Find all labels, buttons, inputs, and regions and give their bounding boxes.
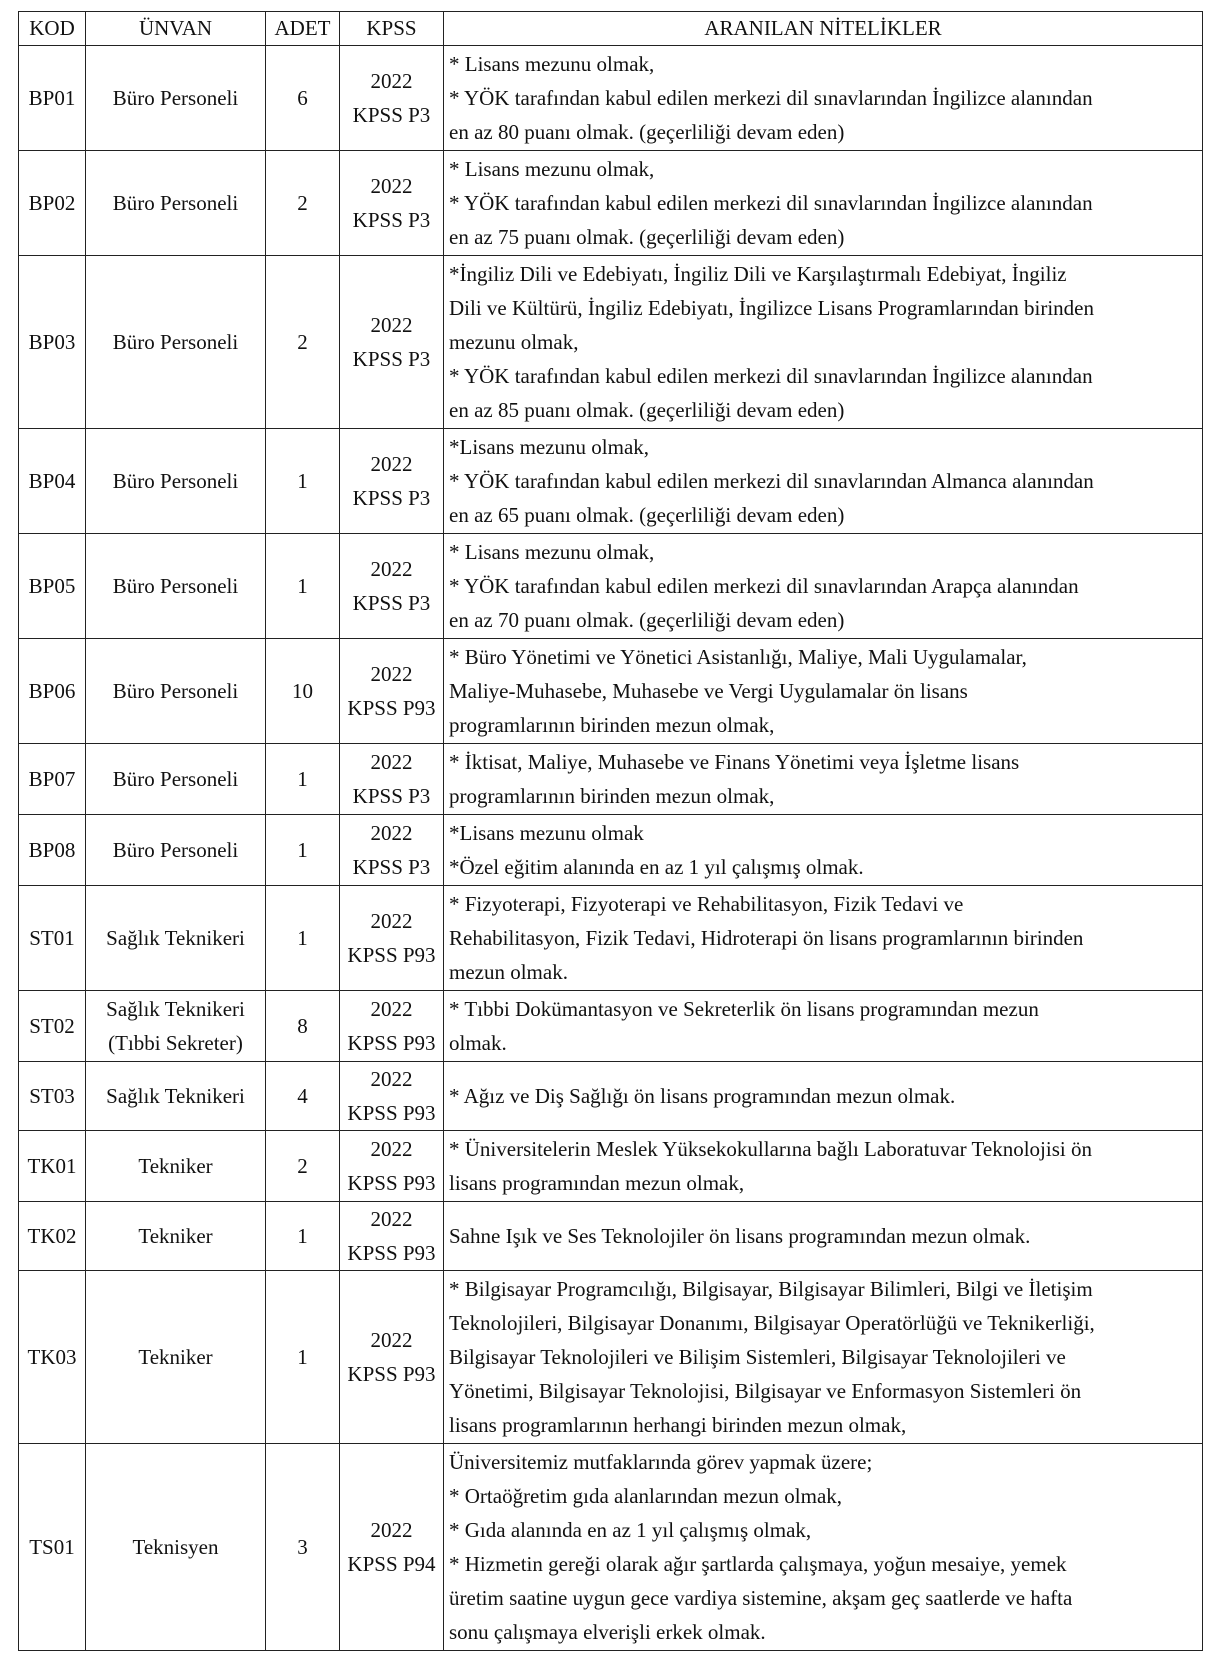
unvan-line: Tekniker <box>138 1154 213 1178</box>
header-kod: KOD <box>19 12 86 46</box>
table-row <box>19 1444 1203 1651</box>
kpss-line: 2022 <box>370 821 413 845</box>
kpss-line: 2022 <box>370 1328 413 1352</box>
table-body <box>19 46 1203 1651</box>
kpss-line: 2022 <box>370 313 413 337</box>
table-row <box>19 46 1203 151</box>
nitelik-line: lisans programından mezun olmak, <box>449 1171 745 1195</box>
cell-adet <box>266 1271 340 1444</box>
adet-text: 2 <box>297 1154 308 1178</box>
nitelik-line: * Tıbbi Dokümantasyon ve Sekreterlik ön lisans programından mezun <box>449 997 1039 1021</box>
cell-kod <box>19 1444 86 1651</box>
nitelik-line: en az 80 puanı olmak. (geçerliliği devam eden) <box>449 120 845 144</box>
cell-unvan <box>86 1062 266 1131</box>
cell-kod <box>19 815 86 886</box>
cell-kpss <box>340 815 444 886</box>
cell-unvan <box>86 429 266 534</box>
cell-unvan <box>86 639 266 744</box>
header-unvan: ÜNVAN <box>86 12 266 46</box>
cell-unvan <box>86 46 266 151</box>
unvan-line: Büro Personeli <box>112 330 239 354</box>
kpss-line: KPSS P3 <box>352 855 431 879</box>
cell-nitelikler <box>444 151 1203 256</box>
kpss-line: KPSS P3 <box>352 208 431 232</box>
cell-unvan <box>86 1271 266 1444</box>
kpss-line: 2022 <box>370 1518 413 1542</box>
adet-text: 10 <box>292 679 313 703</box>
table-row <box>19 744 1203 815</box>
kod-text: TK02 <box>27 1224 77 1248</box>
cell-adet <box>266 991 340 1062</box>
nitelik-line: * Gıda alanında en az 1 yıl çalışmış olmak, <box>449 1518 812 1542</box>
kpss-line: KPSS P3 <box>352 347 431 371</box>
kpss-line: KPSS P94 <box>347 1552 436 1576</box>
cell-kpss <box>340 1202 444 1271</box>
cell-unvan <box>86 744 266 815</box>
unvan-line: Büro Personeli <box>112 469 239 493</box>
nitelik-line: en az 85 puanı olmak. (geçerliliği devam eden) <box>449 398 845 422</box>
cell-kpss <box>340 991 444 1062</box>
nitelik-line: * Büro Yönetimi ve Yönetici Asistanlığı, Maliye, Mali Uygulamalar, <box>449 645 1027 669</box>
cell-nitelikler <box>444 744 1203 815</box>
unvan-line: Sağlık Teknikeri <box>106 926 245 950</box>
nitelik-line: Teknolojileri, Bilgisayar Donanımı, Bilgisayar Operatörlüğü ve Teknikerliği, <box>449 1311 1095 1335</box>
header-nitelikler: ARANILAN NİTELİKLER <box>444 12 1203 46</box>
cell-adet <box>266 1062 340 1131</box>
kpss-line: KPSS P93 <box>347 1171 436 1195</box>
table-row <box>19 151 1203 256</box>
table-row <box>19 1271 1203 1444</box>
cell-kpss <box>340 886 444 991</box>
kod-text: BP07 <box>28 767 76 791</box>
adet-text: 4 <box>297 1084 308 1108</box>
nitelik-line: olmak. <box>449 1031 507 1055</box>
unvan-line: Teknisyen <box>132 1535 219 1559</box>
kpss-line: KPSS P93 <box>347 1241 436 1265</box>
unvan-line: Büro Personeli <box>112 86 239 110</box>
kod-text: ST02 <box>29 1014 75 1038</box>
kpss-line: 2022 <box>370 997 413 1021</box>
nitelik-line: en az 65 puanı olmak. (geçerliliği devam eden) <box>449 503 845 527</box>
kpss-line: KPSS P93 <box>347 1362 436 1386</box>
kpss-line: 2022 <box>370 662 413 686</box>
nitelik-line: * Ortaöğretim gıda alanlarından mezun olmak, <box>449 1484 843 1508</box>
cell-kod <box>19 46 86 151</box>
kod-text: ST03 <box>29 1084 75 1108</box>
nitelik-line: * Fizyoterapi, Fizyoterapi ve Rehabilitasyon, Fizik Tedavi ve <box>449 892 964 916</box>
kod-text: TK03 <box>27 1345 77 1369</box>
cell-nitelikler <box>444 429 1203 534</box>
kod-text: BP02 <box>28 191 76 215</box>
nitelik-line: mezun olmak. <box>449 960 568 984</box>
table-row <box>19 1202 1203 1271</box>
nitelik-line: * Hizmetin gereği olarak ağır şartlarda çalışmaya, yoğun mesaiye, yemek <box>449 1552 1067 1576</box>
nitelik-line: *Lisans mezunu olmak <box>449 821 644 845</box>
cell-kod <box>19 429 86 534</box>
cell-nitelikler <box>444 256 1203 429</box>
cell-kpss <box>340 1444 444 1651</box>
cell-unvan <box>86 886 266 991</box>
kpss-line: 2022 <box>370 1207 413 1231</box>
kod-text: BP03 <box>28 330 76 354</box>
adet-text: 1 <box>297 767 308 791</box>
cell-kod <box>19 639 86 744</box>
cell-nitelikler <box>444 1062 1203 1131</box>
nitelik-line: Sahne Işık ve Ses Teknolojiler ön lisans programından mezun olmak. <box>449 1224 1031 1248</box>
nitelik-line: *Özel eğitim alanında en az 1 yıl çalışmış olmak. <box>449 855 864 879</box>
cell-unvan <box>86 151 266 256</box>
adet-text: 1 <box>297 1224 308 1248</box>
kpss-line: KPSS P3 <box>352 591 431 615</box>
cell-kod <box>19 534 86 639</box>
kpss-line: 2022 <box>370 1067 413 1091</box>
unvan-line: Büro Personeli <box>112 679 239 703</box>
nitelik-line: lisans programlarının herhangi birinden mezun olmak, <box>449 1413 907 1437</box>
cell-nitelikler <box>444 46 1203 151</box>
adet-text: 3 <box>297 1535 308 1559</box>
cell-kpss <box>340 534 444 639</box>
header-adet: ADET <box>266 12 340 46</box>
table-row <box>19 1062 1203 1131</box>
cell-nitelikler <box>444 534 1203 639</box>
cell-nitelikler <box>444 991 1203 1062</box>
adet-text: 2 <box>297 330 308 354</box>
nitelik-line: en az 70 puanı olmak. (geçerliliği devam eden) <box>449 608 845 632</box>
cell-adet <box>266 256 340 429</box>
cell-nitelikler <box>444 815 1203 886</box>
nitelik-line: * YÖK tarafından kabul edilen merkezi dil sınavlarından İngilizce alanından <box>449 364 1093 388</box>
cell-adet <box>266 534 340 639</box>
nitelik-line: Maliye-Muhasebe, Muhasebe ve Vergi Uygulamalar ön lisans <box>449 679 968 703</box>
adet-text: 1 <box>297 574 308 598</box>
cell-nitelikler <box>444 1131 1203 1202</box>
kpss-line: 2022 <box>370 69 413 93</box>
cell-unvan <box>86 815 266 886</box>
kpss-line: KPSS P93 <box>347 696 436 720</box>
cell-adet <box>266 1444 340 1651</box>
kod-text: BP04 <box>28 469 76 493</box>
nitelik-line: Bilgisayar Teknolojileri ve Bilişim Sistemleri, Bilgisayar Teknolojileri ve <box>449 1345 1066 1369</box>
unvan-line: Sağlık Teknikeri <box>106 1084 245 1108</box>
nitelik-line: * Lisans mezunu olmak, <box>449 52 655 76</box>
nitelik-line: *İngiliz Dili ve Edebiyatı, İngiliz Dili ve Karşılaştırmalı Edebiyat, İngiliz <box>449 262 1067 286</box>
cell-adet <box>266 639 340 744</box>
cell-adet <box>266 1202 340 1271</box>
kod-text: BP01 <box>28 86 76 110</box>
table-row <box>19 534 1203 639</box>
nitelik-line: * YÖK tarafından kabul edilen merkezi dil sınavlarından Almanca alanından <box>449 469 1094 493</box>
cell-kpss <box>340 744 444 815</box>
kpss-line: 2022 <box>370 174 413 198</box>
kpss-line: 2022 <box>370 1137 413 1161</box>
cell-adet <box>266 886 340 991</box>
nitelik-line: * Ağız ve Diş Sağlığı ön lisans programından mezun olmak. <box>449 1084 956 1108</box>
cell-kpss <box>340 1131 444 1202</box>
cell-unvan <box>86 991 266 1062</box>
kpss-line: KPSS P93 <box>347 1031 436 1055</box>
nitelik-line: * Lisans mezunu olmak, <box>449 540 655 564</box>
cell-unvan <box>86 534 266 639</box>
cell-unvan <box>86 1202 266 1271</box>
kpss-line: 2022 <box>370 452 413 476</box>
adet-text: 1 <box>297 1345 308 1369</box>
nitelik-line: Üniversitemiz mutfaklarında görev yapmak üzere; <box>449 1450 873 1474</box>
cell-adet <box>266 815 340 886</box>
cell-kod <box>19 744 86 815</box>
nitelik-line: Yönetimi, Bilgisayar Teknolojisi, Bilgisayar ve Enformasyon Sistemleri ön <box>449 1379 1082 1403</box>
nitelik-line: *Lisans mezunu olmak, <box>449 435 650 459</box>
kod-text: ST01 <box>29 926 75 950</box>
cell-kpss <box>340 1271 444 1444</box>
cell-adet <box>266 744 340 815</box>
cell-adet <box>266 1131 340 1202</box>
adet-text: 1 <box>297 469 308 493</box>
unvan-line: (Tıbbi Sekreter) <box>108 1031 243 1055</box>
nitelik-line: üretim saatine uygun gece vardiya sistemine, akşam geç saatlerde ve hafta <box>449 1586 1073 1610</box>
unvan-line: Büro Personeli <box>112 191 239 215</box>
cell-kod <box>19 1131 86 1202</box>
kod-text: BP08 <box>28 838 76 862</box>
cell-kpss <box>340 429 444 534</box>
nitelik-line: * Lisans mezunu olmak, <box>449 157 655 181</box>
nitelik-line: * Bilgisayar Programcılığı, Bilgisayar, Bilgisayar Bilimleri, Bilgi ve İletişim <box>449 1277 1093 1301</box>
adet-text: 1 <box>297 926 308 950</box>
nitelik-line: sonu çalışmaya elverişli erkek olmak. <box>449 1620 766 1644</box>
unvan-line: Sağlık Teknikeri <box>106 997 245 1021</box>
kod-text: BP05 <box>28 574 76 598</box>
table-row <box>19 1131 1203 1202</box>
adet-text: 2 <box>297 191 308 215</box>
cell-kpss <box>340 1062 444 1131</box>
table-row <box>19 256 1203 429</box>
cell-kpss <box>340 639 444 744</box>
cell-kpss <box>340 151 444 256</box>
table-row <box>19 639 1203 744</box>
nitelik-line: * Üniversitelerin Meslek Yüksekokullarına bağlı Laboratuvar Teknolojisi ön <box>449 1137 1092 1161</box>
cell-unvan <box>86 1444 266 1651</box>
kpss-line: KPSS P93 <box>347 1101 436 1125</box>
cell-kod <box>19 151 86 256</box>
nitelik-line: * İktisat, Maliye, Muhasebe ve Finans Yönetimi veya İşletme lisans <box>449 750 1020 774</box>
unvan-line: Tekniker <box>138 1345 213 1369</box>
nitelik-line: mezunu olmak, <box>449 330 579 354</box>
kpss-line: KPSS P3 <box>352 486 431 510</box>
cell-kpss <box>340 46 444 151</box>
cell-unvan <box>86 1131 266 1202</box>
cell-adet <box>266 429 340 534</box>
kpss-line: KPSS P3 <box>352 784 431 808</box>
table-row <box>19 886 1203 991</box>
kod-text: TS01 <box>29 1535 75 1559</box>
unvan-line: Büro Personeli <box>112 574 239 598</box>
kpss-line: 2022 <box>370 909 413 933</box>
nitelik-line: Rehabilitasyon, Fizik Tedavi, Hidroterapi ön lisans programlarının birinden <box>449 926 1084 950</box>
cell-kpss <box>340 256 444 429</box>
cell-nitelikler <box>444 639 1203 744</box>
kpss-line: 2022 <box>370 750 413 774</box>
nitelik-line: * YÖK tarafından kabul edilen merkezi dil sınavlarından Arapça alanından <box>449 574 1079 598</box>
cell-kod <box>19 991 86 1062</box>
kod-text: BP06 <box>28 679 76 703</box>
kpss-line: KPSS P3 <box>352 103 431 127</box>
nitelik-line: en az 75 puanı olmak. (geçerliliği devam eden) <box>449 225 845 249</box>
cell-kod <box>19 886 86 991</box>
cell-kod <box>19 1062 86 1131</box>
cell-nitelikler <box>444 1271 1203 1444</box>
nitelik-line: * YÖK tarafından kabul edilen merkezi dil sınavlarından İngilizce alanından <box>449 191 1093 215</box>
positions-table <box>18 11 1203 1651</box>
adet-text: 1 <box>297 838 308 862</box>
cell-kod <box>19 256 86 429</box>
table-row <box>19 815 1203 886</box>
cell-unvan <box>86 256 266 429</box>
cell-adet <box>266 46 340 151</box>
nitelik-line: * YÖK tarafından kabul edilen merkezi dil sınavlarından İngilizce alanından <box>449 86 1093 110</box>
nitelik-line: programlarının birinden mezun olmak, <box>449 784 775 808</box>
nitelik-line: programlarının birinden mezun olmak, <box>449 713 775 737</box>
cell-kod <box>19 1202 86 1271</box>
cell-kod <box>19 1271 86 1444</box>
nitelik-line: Dili ve Kültürü, İngiliz Edebiyatı, İngilizce Lisans Programlarından birinden <box>449 296 1095 320</box>
cell-nitelikler <box>444 1202 1203 1271</box>
unvan-line: Büro Personeli <box>112 767 239 791</box>
table-row <box>19 429 1203 534</box>
unvan-line: Tekniker <box>138 1224 213 1248</box>
cell-nitelikler <box>444 886 1203 991</box>
cell-adet <box>266 151 340 256</box>
kpss-line: 2022 <box>370 557 413 581</box>
header-kpss: KPSS <box>340 12 444 46</box>
adet-text: 8 <box>297 1014 308 1038</box>
adet-text: 6 <box>297 86 308 110</box>
cell-nitelikler <box>444 1444 1203 1651</box>
kpss-line: KPSS P93 <box>347 943 436 967</box>
table-row <box>19 991 1203 1062</box>
kod-text: TK01 <box>27 1154 77 1178</box>
unvan-line: Büro Personeli <box>112 838 239 862</box>
header-row <box>19 12 1203 46</box>
